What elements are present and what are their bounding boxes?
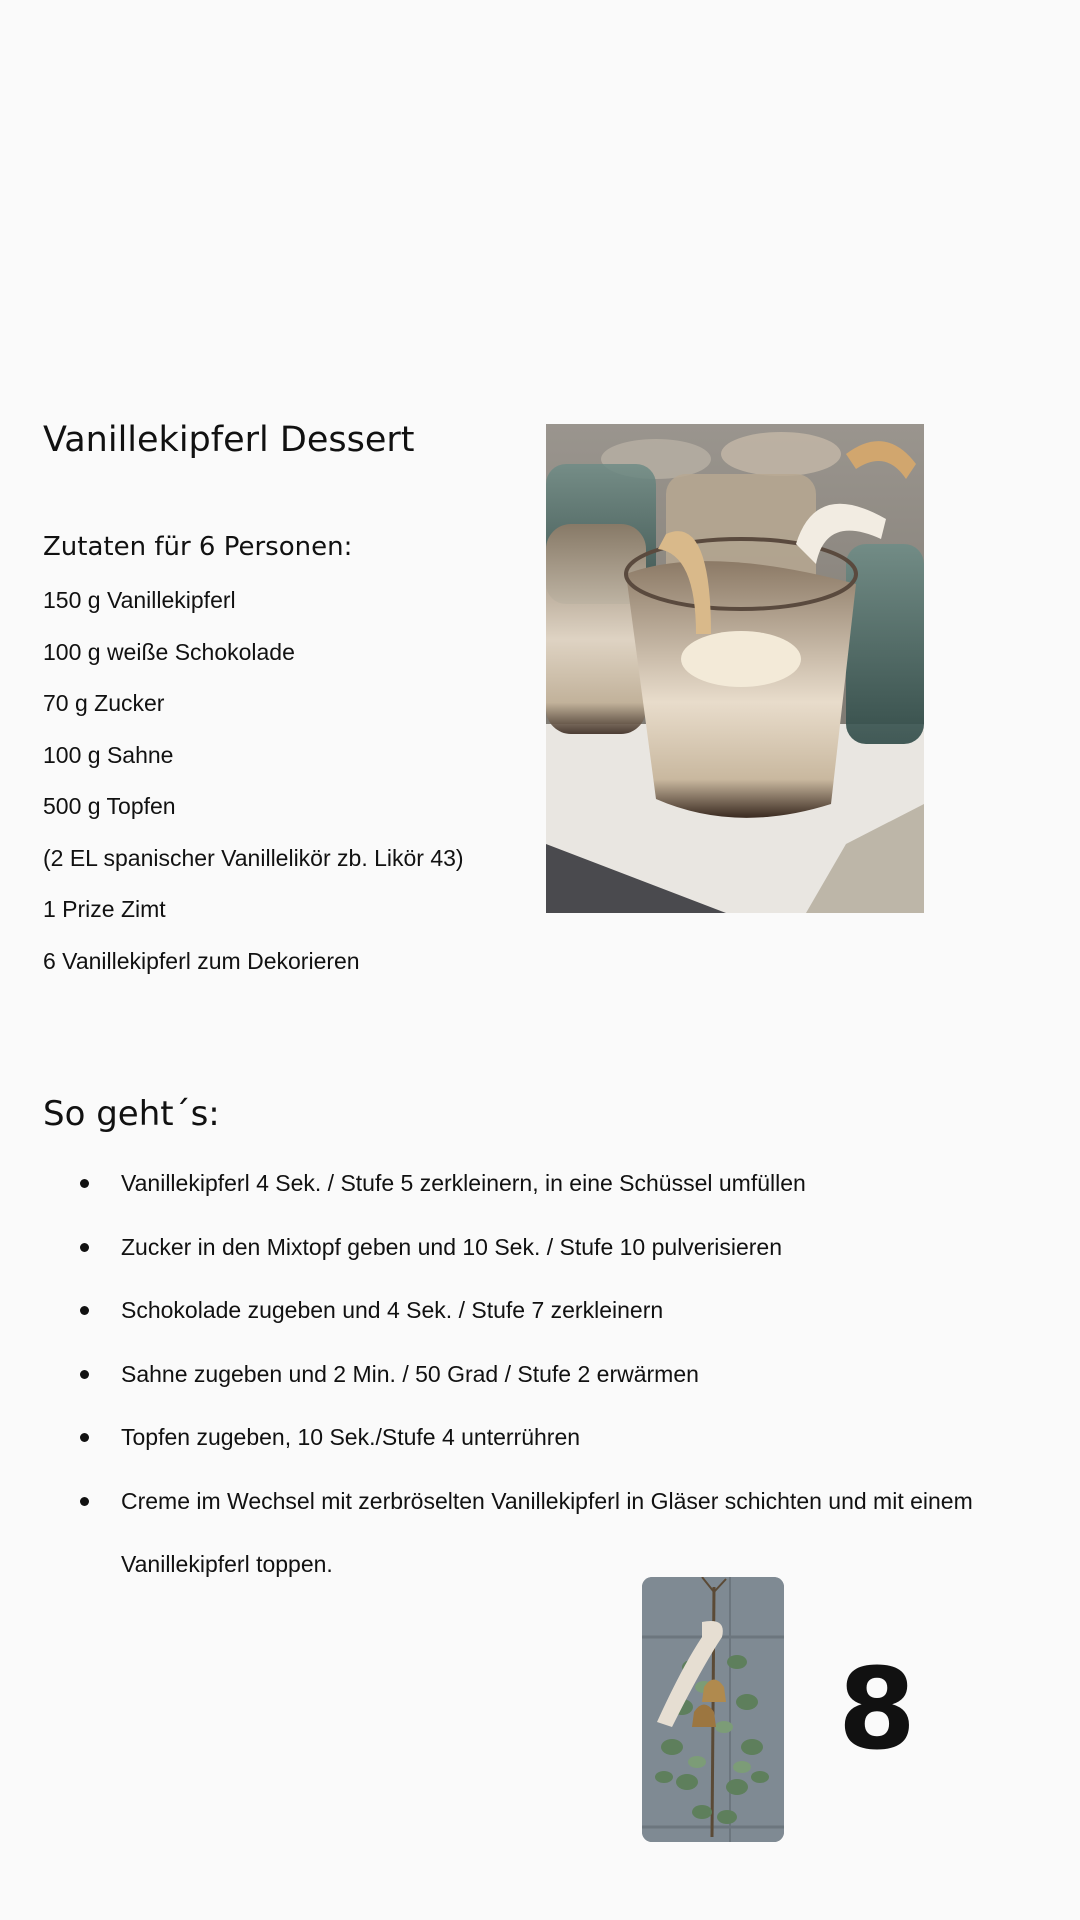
recipe-title: Vanillekipferl Dessert — [43, 420, 415, 460]
bullet-icon — [80, 1370, 89, 1379]
bullet-icon — [80, 1306, 89, 1315]
step-text: Topfen zugeben, 10 Sek./Stufe 4 unterrühren — [121, 1424, 581, 1450]
ingredients-list — [43, 584, 464, 996]
page-number: 8 — [838, 1645, 916, 1775]
bullet-icon — [80, 1179, 89, 1188]
step-item — [78, 1216, 1038, 1280]
ingredients-heading: Zutaten für 6 Personen: — [43, 532, 353, 562]
ingredient-item: 1 Prize Zimt — [43, 896, 166, 922]
step-item — [78, 1470, 1038, 1597]
step-text: Sahne zugeben und 2 Min. / 50 Grad / Stufe 2 erwärmen — [121, 1360, 699, 1387]
ingredient-item: 6 Vanillekipferl zum Dekorieren — [43, 947, 360, 974]
step-item — [78, 1406, 1038, 1470]
ingredient-item: 100 g weiße Schokolade — [43, 638, 295, 665]
step-item — [78, 1279, 1038, 1343]
bullet-icon — [80, 1497, 89, 1506]
dessert-photo — [546, 424, 924, 913]
eucalyptus-photo — [642, 1577, 784, 1842]
ingredient-item: 100 g Sahne — [43, 741, 174, 768]
steps-list — [78, 1152, 1038, 1597]
step-item — [78, 1343, 1038, 1407]
step-item — [78, 1152, 1038, 1216]
ingredient-item: 70 g Zucker — [43, 690, 165, 716]
step-text: Vanillekipferl 4 Sek. / Stufe 5 zerkleinern, in eine Schüssel umfüllen — [121, 1170, 806, 1196]
step-text: Schokolade zugeben und 4 Sek. / Stufe 7 zerkleinern — [121, 1297, 664, 1323]
step-text: Creme im Wechsel mit zerbröselten Vanillekipferl in Gläser schichten und mit einem Vanillekipferl toppen. — [121, 1487, 973, 1577]
ingredient-item: 500 g Topfen — [43, 793, 176, 819]
bullet-icon — [80, 1433, 89, 1442]
ingredient-item: (2 EL spanischer Vanillelikör zb. Likör 43) — [43, 844, 464, 871]
ingredient-item: 150 g Vanillekipferl — [43, 587, 236, 613]
bullet-icon — [80, 1243, 89, 1252]
steps-heading: So geht´s: — [43, 1094, 220, 1134]
step-text: Zucker in den Mixtopf geben und 10 Sek. / Stufe 10 pulverisieren — [121, 1233, 783, 1260]
